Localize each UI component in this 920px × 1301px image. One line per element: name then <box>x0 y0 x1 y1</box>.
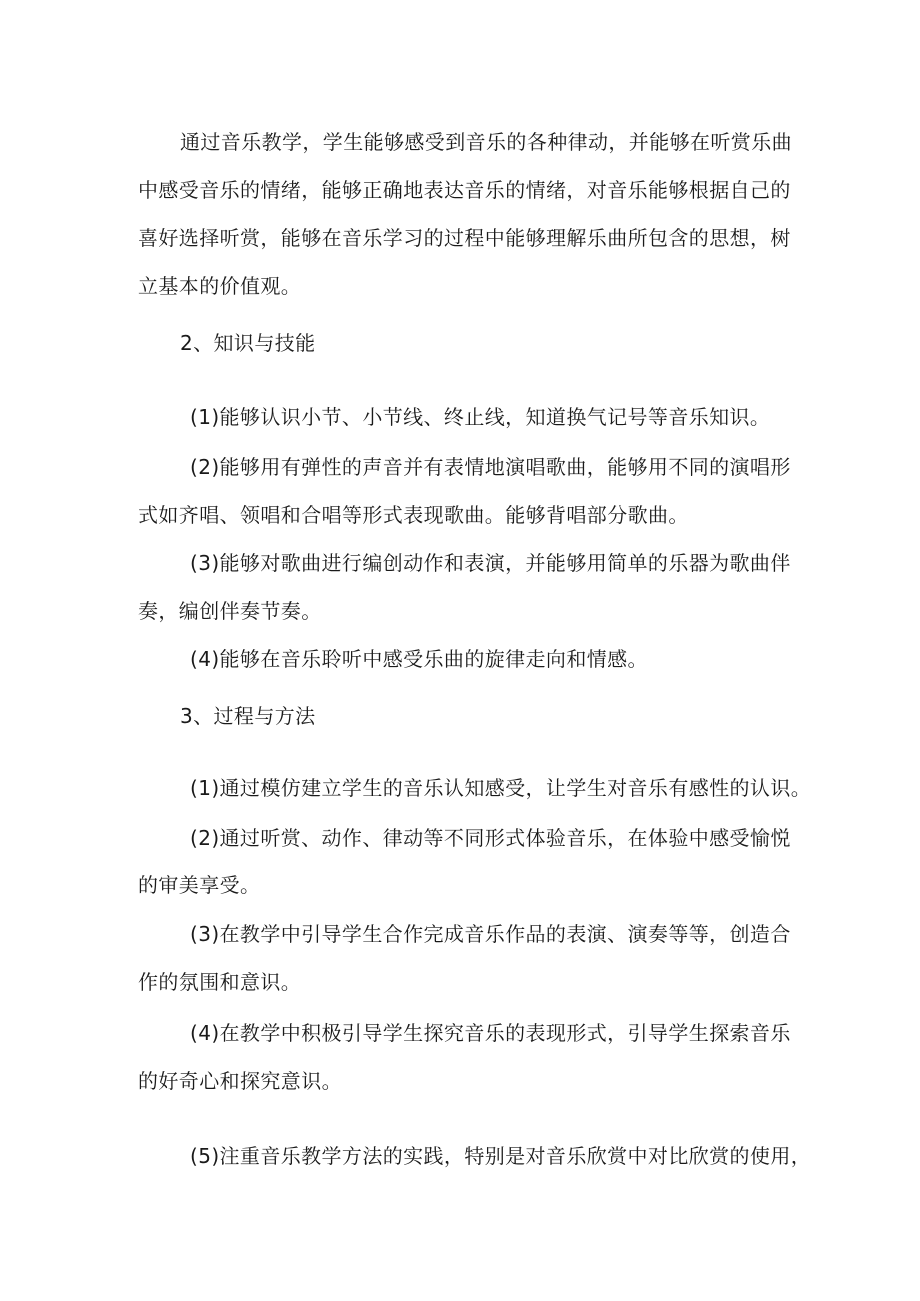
skill-item-2-line-2: 式如齐唱、领唱和合唱等形式表现歌曲。能够背唱部分歌曲。 <box>138 503 689 527</box>
method-item-3-line-1: (3)在教学中引导学生合作完成音乐作品的表演、演奏等等，创造合 <box>190 922 791 946</box>
skill-item-3-line-2: 奏，编创伴奏节奏。 <box>138 599 322 623</box>
method-item-2-line-2: 的审美享受。 <box>138 873 261 897</box>
section-heading-knowledge-skills: 2、知识与技能 <box>180 331 316 355</box>
method-item-2-line-1: (2)通过听赏、动作、律动等不同形式体验音乐，在体验中感受愉悦 <box>190 826 791 850</box>
skill-item-1-line-1: (1)能够认识小节、小节线、终止线，知道换气记号等音乐知识。 <box>190 405 771 429</box>
skill-item-3-line-1: (3)能够对歌曲进行编创动作和表演，并能够用简单的乐器为歌曲伴 <box>190 551 791 575</box>
intro-line-3: 喜好选择听赏，能够在音乐学习的过程中能够理解乐曲所包含的思想，树 <box>138 226 791 250</box>
intro-line-2: 中感受音乐的情绪，能够正确地表达音乐的情绪，对音乐能够根据自己的 <box>138 178 791 202</box>
section-heading-process-methods: 3、过程与方法 <box>180 704 316 728</box>
method-item-4-line-1: (4)在教学中积极引导学生探究音乐的表现形式，引导学生探索音乐 <box>190 1021 791 1045</box>
method-item-3-line-2: 作的氛围和意识。 <box>138 970 302 994</box>
method-item-4-line-2: 的好奇心和探究意识。 <box>138 1069 342 1093</box>
skill-item-2-line-1: (2)能够用有弹性的声音并有表情地演唱歌曲，能够用不同的演唱形 <box>190 455 791 479</box>
method-item-1-line-1: (1)通过模仿建立学生的音乐认知感受，让学生对音乐有感性的认识。 <box>190 776 812 800</box>
method-item-5-line-1: (5)注重音乐教学方法的实践，特别是对音乐欣赏中对比欣赏的使用， <box>190 1144 812 1168</box>
intro-line-1: 通过音乐教学，学生能够感受到音乐的各种律动，并能够在听赏乐曲 <box>180 130 792 154</box>
skill-item-4-line-1: (4)能够在音乐聆听中感受乐曲的旋律走向和情感。 <box>190 647 648 671</box>
intro-line-4: 立基本的价值观。 <box>138 274 302 298</box>
